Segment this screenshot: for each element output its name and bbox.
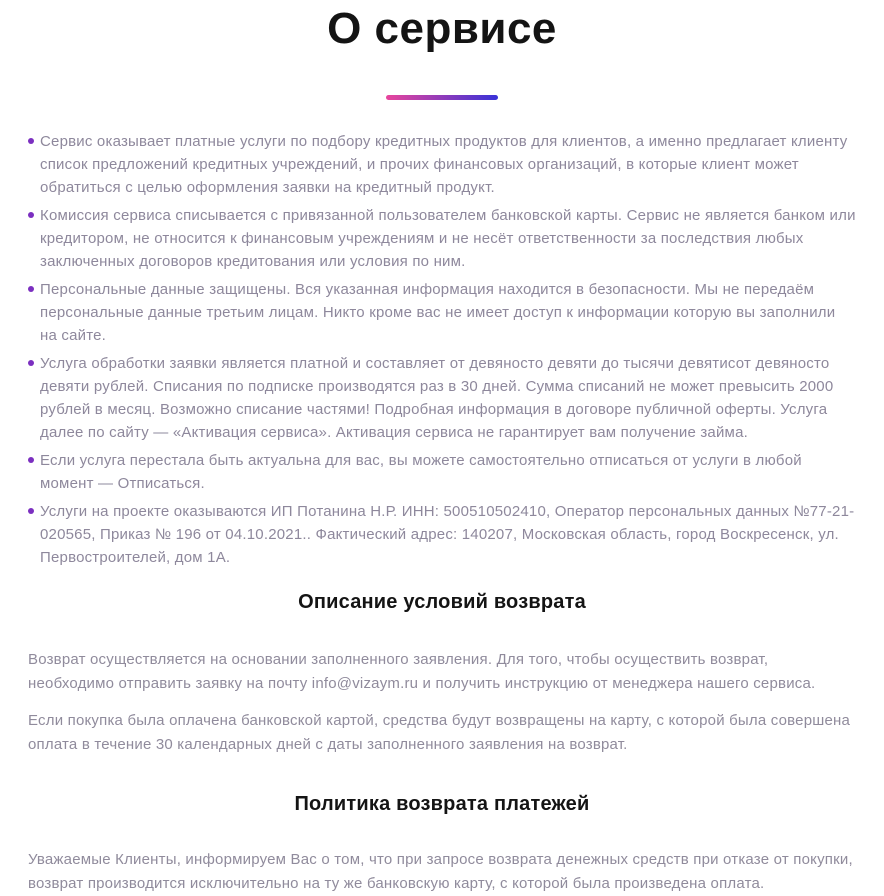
bullet-dot-icon <box>28 212 34 218</box>
list-item <box>28 130 856 199</box>
bullet-dot-icon <box>28 457 34 463</box>
bullet-text: Персональные данные защищены. Вся указанная информация находится в безопасности. Мы не передаём персональные данные третьим лицам. Никто кроме вас не имеет доступ к информации которую вы заполнили на сайте. <box>40 280 836 344</box>
list-item <box>28 278 856 347</box>
bullet-dot-icon <box>28 360 34 366</box>
bullet-dot-icon <box>28 138 34 144</box>
paragraph: Возврат осуществляется на основании заполненного заявления. Для того, чтобы осуществить возврат, необходимо отправить заявку на почту info@vizaym.ru и получить инструкцию от менеджера нашего сервиса. <box>28 650 816 692</box>
refund-policy-heading: Политика возврата платежей <box>294 792 590 815</box>
bullet-dot-icon <box>28 508 34 514</box>
about-service-page <box>0 4 884 896</box>
list-item <box>28 204 856 273</box>
bullet-text: Комиссия сервиса списывается с привязанной пользователем банковской карты. Сервис не является банком или кредитором, не относится к финансовым учреждениям и не несёт ответственности за последствия любых заключенных договоров кредитования или условия по ним. <box>40 206 856 270</box>
bullet-dot-icon <box>28 286 34 292</box>
paragraph: Уважаемые Клиенты, информируем Вас о том, что при запросе возврата денежных средств при отказе от покупки, возврат производится исключительно на ту же банковскую карту, с которой была произведена оплата. <box>28 850 853 892</box>
list-item <box>28 449 856 495</box>
bullet-text: Услуги на проекте оказываются ИП Потанина Н.Р. ИНН: 500510502410, Оператор персональных данных №77-21-020565, Приказ № 196 от 04.10.2021.. Фактический адрес: 140207, Московская область, город Воскресенск, ул. Первостроителей, дом 1А. <box>40 502 855 566</box>
list-item <box>28 500 856 569</box>
bullet-text: Если услуга перестала быть актуальна для вас, вы можете самостоятельно отписаться от услуги в любой момент — Отписаться. <box>40 451 802 492</box>
page-title: О сервисе <box>327 4 557 53</box>
bullet-text: Услуга обработки заявки является платной и составляет от девяносто девяти до тысячи девятисот девяносто девяти рублей. Списания по подписке производятся раз в 30 дней. Сумма списаний не может превысить 2000 рублей в месяц. Возможно списание частями! Подробная информация в договоре публичной оферты. Услуга далее по сайту — «Активация сервиса». Активация сервиса не гарантирует вам получение займа. <box>40 354 834 441</box>
service-bullet-list <box>28 130 856 569</box>
bullet-text: Сервис оказывает платные услуги по подбору кредитных продуктов для клиентов, а именно предлагает клиенту список предложений кредитных учреждений, и прочих финансовых организаций, в которые клиент может обратиться с целью оформления заявки на кредитный продукт. <box>40 132 848 196</box>
list-item <box>28 352 856 444</box>
refund-terms-heading: Описание условий возврата <box>298 590 586 613</box>
accent-divider <box>386 95 498 100</box>
paragraph: Если покупка была оплачена банковской картой, средства будут возвращены на карту, с которой была совершена оплата в течение 30 календарных дней с даты заполненного заявления на возврат. <box>28 711 851 753</box>
